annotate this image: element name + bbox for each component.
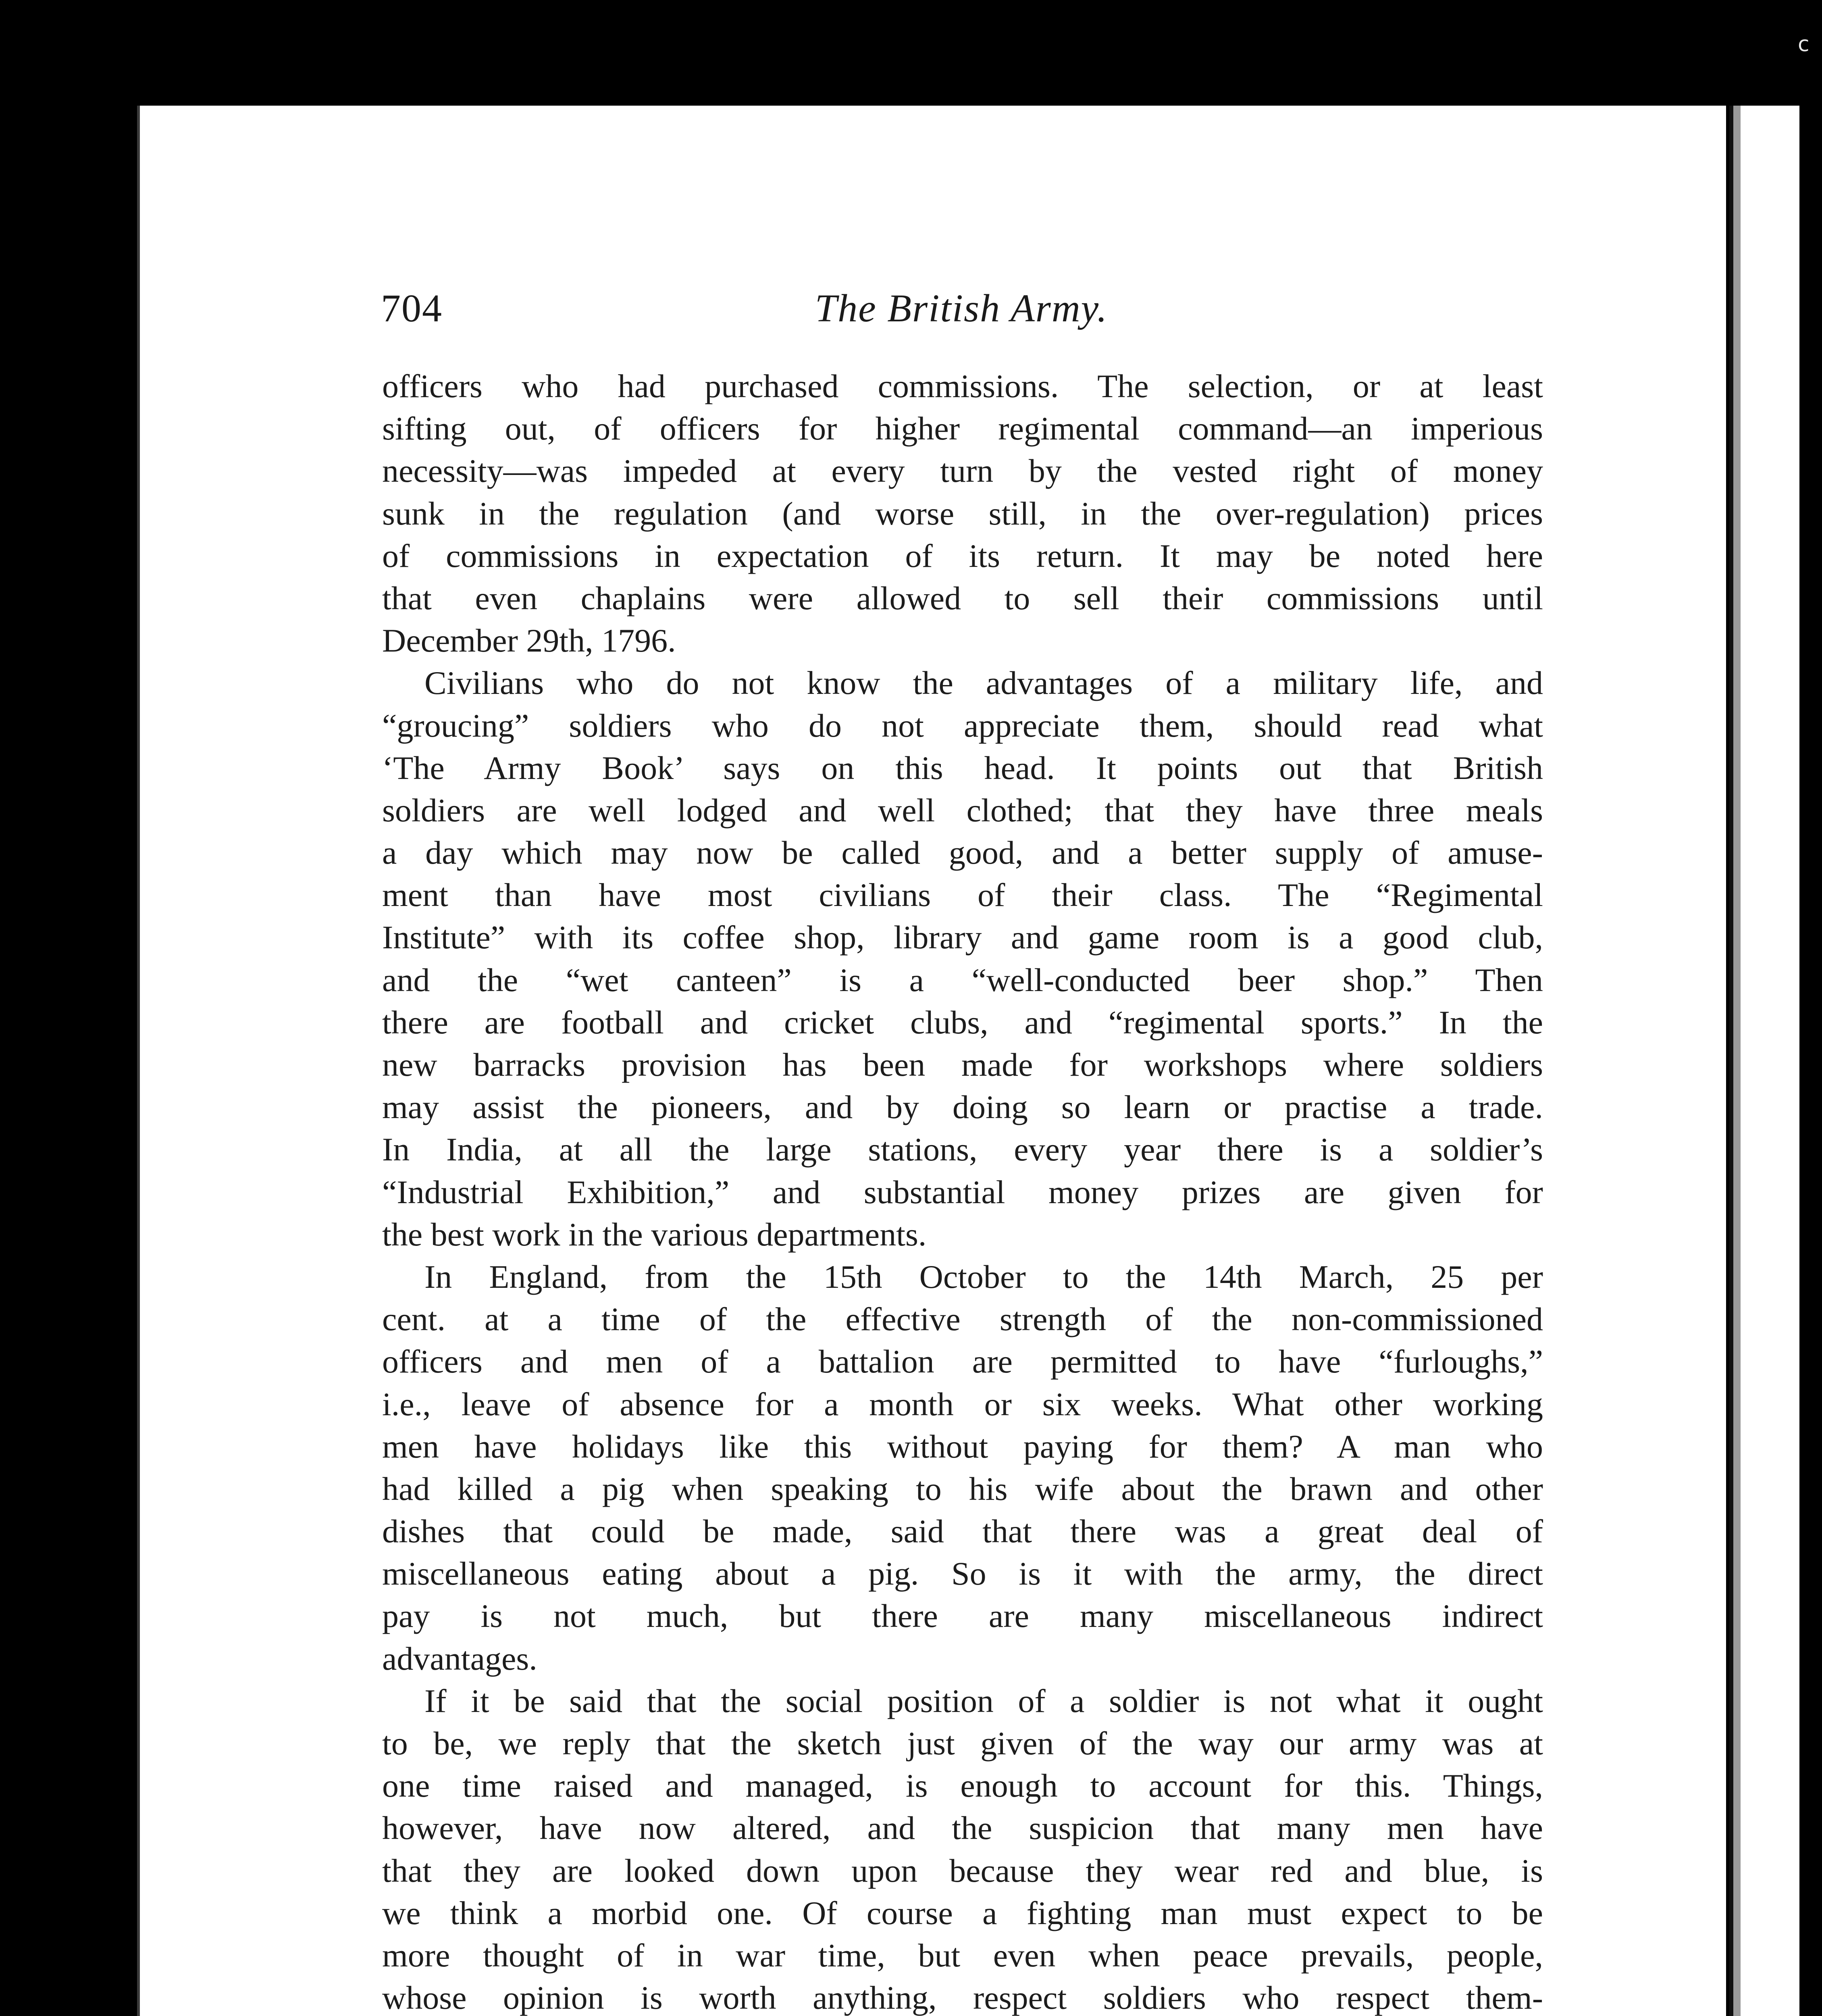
text-line: may assist the pioneers, and by doing so learn or practise a trade. xyxy=(382,1089,1543,1126)
text-line: In India, at all the large stations, every year there is a soldier’s xyxy=(382,1131,1543,1168)
text-line: Institute” with its coffee shop, library and game room is a good club, xyxy=(382,919,1543,956)
text-line: “Industrial Exhibition,” and substantial money prizes are given for xyxy=(382,1173,1543,1210)
text-line: of commissions in expectation of its return. It may be noted here xyxy=(382,537,1543,574)
text-line: that even chaplains were allowed to sell their commissions until xyxy=(382,579,1543,616)
text-line: December 29th, 1796. xyxy=(382,622,676,659)
paragraph xyxy=(382,1256,1543,1680)
text-line: In England, from the 15th October to the 14th March, 25 per xyxy=(424,1258,1543,1295)
text-line: one time raised and managed, is enough to account for this. Things, xyxy=(382,1767,1543,1804)
text-line: there are football and cricket clubs, and “regimental sports.” In the xyxy=(382,1004,1543,1041)
text-line: the best work in the various departments. xyxy=(382,1216,927,1253)
running-head xyxy=(381,278,1542,339)
paragraph xyxy=(382,1680,1543,2016)
paragraph xyxy=(382,662,1543,1256)
text-line: “groucing” soldiers who do not appreciate them, should read what xyxy=(382,707,1543,744)
text-line: that they are looked down upon because they wear red and blue, is xyxy=(382,1852,1543,1889)
text-line: Civilians who do not know the advantages of a military life, and xyxy=(424,664,1543,702)
text-line: pay is not much, but there are many miscellaneous indirect xyxy=(382,1597,1543,1635)
text-line: i.e., leave of absence for a month or six weeks. What other working xyxy=(382,1385,1543,1422)
text-line: whose opinion is worth anything, respect soldiers who respect them- xyxy=(382,1979,1543,2016)
text-line: and the “wet canteen” is a “well-conducted beer shop.” Then xyxy=(382,961,1543,998)
text-line: we think a morbid one. Of course a fighting man must expect to be xyxy=(382,1894,1543,1931)
text-line: advantages. xyxy=(382,1640,537,1677)
text-line: necessity—was impeded at every turn by the vested right of money xyxy=(382,452,1543,489)
paragraph xyxy=(382,365,1543,662)
text-line: however, have now altered, and the suspicion that many men have xyxy=(382,1810,1543,1847)
text-line: dishes that could be made, said that there was a great deal of xyxy=(382,1513,1543,1550)
text-line: new barracks provision has been made for workshops where soldiers xyxy=(382,1046,1543,1083)
text-line: officers who had purchased commissions. The selection, or at least xyxy=(382,368,1543,404)
text-line: sifting out, of officers for higher regimental command—an imperious xyxy=(382,410,1543,447)
text-line: officers and men of a battalion are permitted to have “furloughs,” xyxy=(382,1343,1543,1380)
text-line: ‘The Army Book’ says on this head. It points out that British xyxy=(382,749,1543,786)
text-line: a day which may now be called good, and a better supply of amuse- xyxy=(382,834,1543,871)
text-line: had killed a pig when speaking to his wife about the brawn and other xyxy=(382,1470,1543,1507)
text-line: ment than have most civilians of their class. The “Regimental xyxy=(382,877,1543,914)
text-line: more thought of in war time, but even when peace prevails, people, xyxy=(382,1937,1543,1974)
text-line: If it be said that the social position of a soldier is not what it ought xyxy=(424,1682,1543,1719)
text-line: men have holidays like this without paying for them? A man who xyxy=(382,1428,1543,1465)
page-number: 704 xyxy=(381,287,443,330)
page-gutter-shadow xyxy=(1733,106,1741,2016)
corner-mark: c xyxy=(1798,32,1810,56)
text-line: miscellaneous eating about a pig. So is it with the army, the direct xyxy=(382,1555,1543,1592)
running-title: The British Army. xyxy=(815,287,1108,330)
text-line: soldiers are well lodged and well clothed; that they have three meals xyxy=(382,791,1543,829)
text-line: sunk in the regulation (and worse still, in the over-regulation) prices xyxy=(382,495,1543,532)
body-text xyxy=(382,365,1543,2016)
text-line: to be, we reply that the sketch just given of the way our army was at xyxy=(382,1725,1543,1762)
text-line: cent. at a time of the effective strength of the non-commissioned xyxy=(382,1301,1543,1338)
